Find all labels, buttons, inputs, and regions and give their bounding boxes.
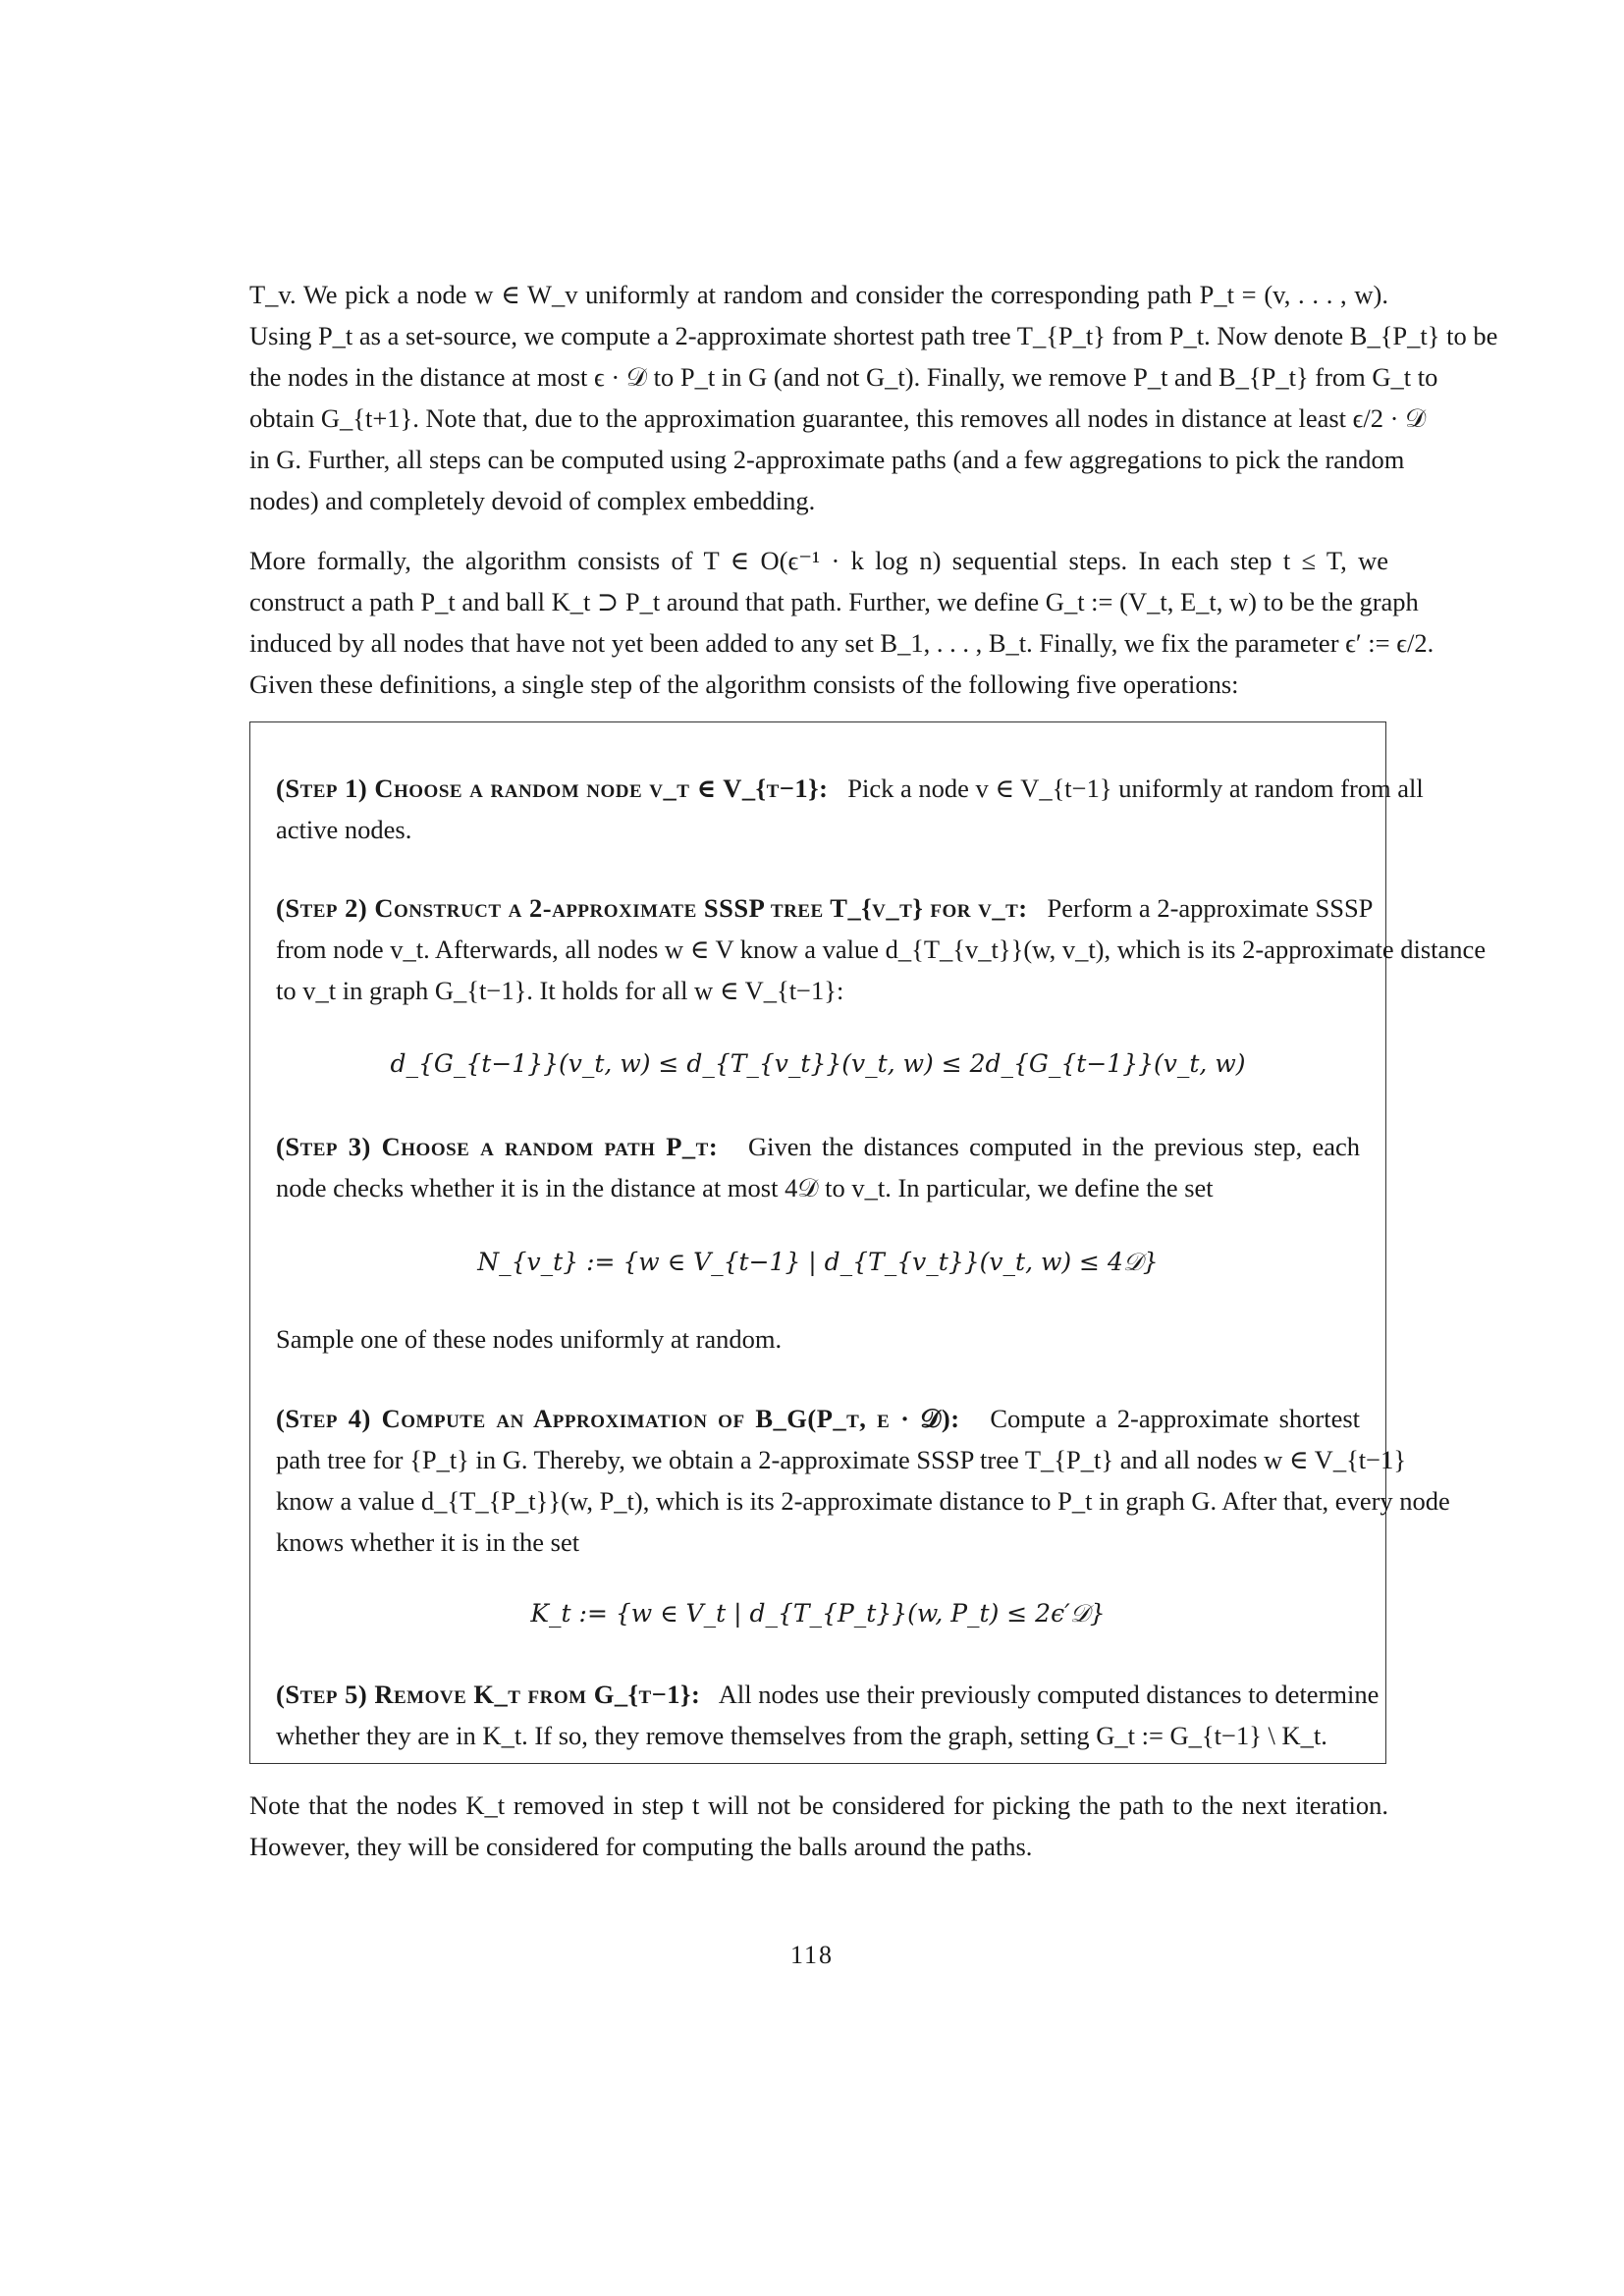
step-4-line-1: Compute a 2-approximate shortest xyxy=(990,1404,1361,1433)
step-2-heading: (Step 2) Construct a 2-approximate SSSP tree T_{v_t} for v_t: xyxy=(276,893,1028,923)
step-5-line-1: All nodes use their previously computed distances to determine xyxy=(718,1680,1380,1709)
intro-line-4: obtain G_{t+1}. Note that, due to the approximation guarantee, this removes all nodes in distance at least ϵ/2 · 𝒟 xyxy=(249,403,1427,433)
step-3-heading: (Step 3) Choose a random path P_t: xyxy=(276,1132,719,1161)
step-3-equation: N_{v_t} := {w ∈ V_{t−1} | d_{T_{v_t}}(v_t, w) ≤ 4𝒟} xyxy=(477,1248,1159,1276)
step-5-line-2: whether they are in K_t. If so, they remove themselves from the graph, setting G_t := G_{t−1} \ K_t. xyxy=(276,1721,1327,1750)
step-4-line-3: know a value d_{T_{P_t}}(w, P_t), which is its 2-approximate distance to P_t in graph G. After that, every node xyxy=(276,1486,1450,1516)
formal-paragraph xyxy=(249,540,1435,705)
intro-line-2: Using P_t as a set-source, we compute a 2-approximate shortest path tree T_{P_t} from P_t. Now denote B_{P_t} to be xyxy=(249,321,1498,350)
intro-line-3: the nodes in the distance at most ϵ · 𝒟 to P_t in G (and not G_t). Finally, we remove P_t and B_{P_t} from G_t to xyxy=(249,362,1438,392)
step-3-after xyxy=(276,1318,1360,1360)
step-3-line-2: node checks whether it is in the distance at most 4𝒟 to v_t. In particular, we define the set xyxy=(276,1173,1214,1202)
closing-line-2: However, they will be considered for computing the balls around the paths. xyxy=(249,1832,1033,1861)
step-2-line-1: Perform a 2-approximate SSSP xyxy=(1047,893,1374,923)
intro-line-5: in G. Further, all steps can be computed using 2-approximate paths (and a few aggregations to pick the random xyxy=(249,445,1405,474)
step-5-heading: (Step 5) Remove K_t from G_{t−1}: xyxy=(276,1680,701,1709)
step-5 xyxy=(276,1674,1380,1756)
step-1-heading: (Step 1) Choose a random node v_t ∈ V_{t−1}: xyxy=(276,774,829,803)
intro-line-1: T_v. We pick a node w ∈ W_v uniformly at random and consider the corresponding path P_t = (v, . . . , w). xyxy=(249,280,1388,309)
closing-line-1: Note that the nodes K_t removed in step t will not be considered for picking the path to the next iteration. xyxy=(249,1790,1388,1820)
step-2-line-2: from node v_t. Afterwards, all nodes w ∈ V know a value d_{T_{v_t}}(w, v_t), which is its 2-approximate distance xyxy=(276,934,1487,964)
formal-line-4: Given these definitions, a single step of the algorithm consists of the following five operations: xyxy=(249,669,1239,699)
step-2-equation: d_{G_{t−1}}(v_t, w) ≤ d_{T_{v_t}}(v_t, w) ≤ 2d_{G_{t−1}}(v_t, w) xyxy=(390,1049,1246,1078)
intro-paragraph xyxy=(249,274,1498,521)
closing-paragraph xyxy=(249,1785,1388,1867)
formal-line-1: More formally, the algorithm consists of T ∈ O(ϵ⁻¹ · k log n) sequential steps. In each step t ≤ T, we xyxy=(249,546,1388,575)
step-3-after-text: Sample one of these nodes uniformly at random. xyxy=(276,1324,783,1354)
page-number: 118 xyxy=(789,1941,835,1969)
step-4-heading: (Step 4) Compute an Approximation of B_G(P_t, ϵ · 𝒟): xyxy=(276,1404,960,1433)
step-2-line-3: to v_t in graph G_{t−1}. It holds for all w ∈ V_{t−1}: xyxy=(276,976,844,1005)
step-4-line-4: knows whether it is in the set xyxy=(276,1527,580,1557)
step-3 xyxy=(276,1126,1360,1208)
intro-line-6: nodes) and completely devoid of complex embedding. xyxy=(249,486,816,515)
step-3-line-1: Given the distances computed in the previous step, each xyxy=(747,1132,1361,1161)
step-1 xyxy=(276,768,1424,850)
step-4-line-2: path tree for {P_t} in G. Thereby, we obtain a 2-approximate SSSP tree T_{P_t} and all nodes w ∈ V_{t−1} xyxy=(276,1445,1407,1474)
formal-line-2: construct a path P_t and ball K_t ⊃ P_t around that path. Further, we define G_t := (V_t, E_t, w) to be the graph xyxy=(249,587,1419,616)
formal-line-3: induced by all nodes that have not yet been added to any set B_1, . . . , B_t. Finally, we fix the parameter ϵ′ := ϵ/2. xyxy=(249,628,1435,658)
step-1-line-1: Pick a node v ∈ V_{t−1} uniformly at random from all xyxy=(847,774,1424,803)
step-4 xyxy=(276,1398,1450,1563)
step-2 xyxy=(276,887,1487,1011)
step-4-equation: K_t := {w ∈ V_t | d_{T_{P_t}}(w, P_t) ≤ 2ϵ′𝒟} xyxy=(530,1599,1106,1628)
step-1-line-2: active nodes. xyxy=(276,815,412,844)
